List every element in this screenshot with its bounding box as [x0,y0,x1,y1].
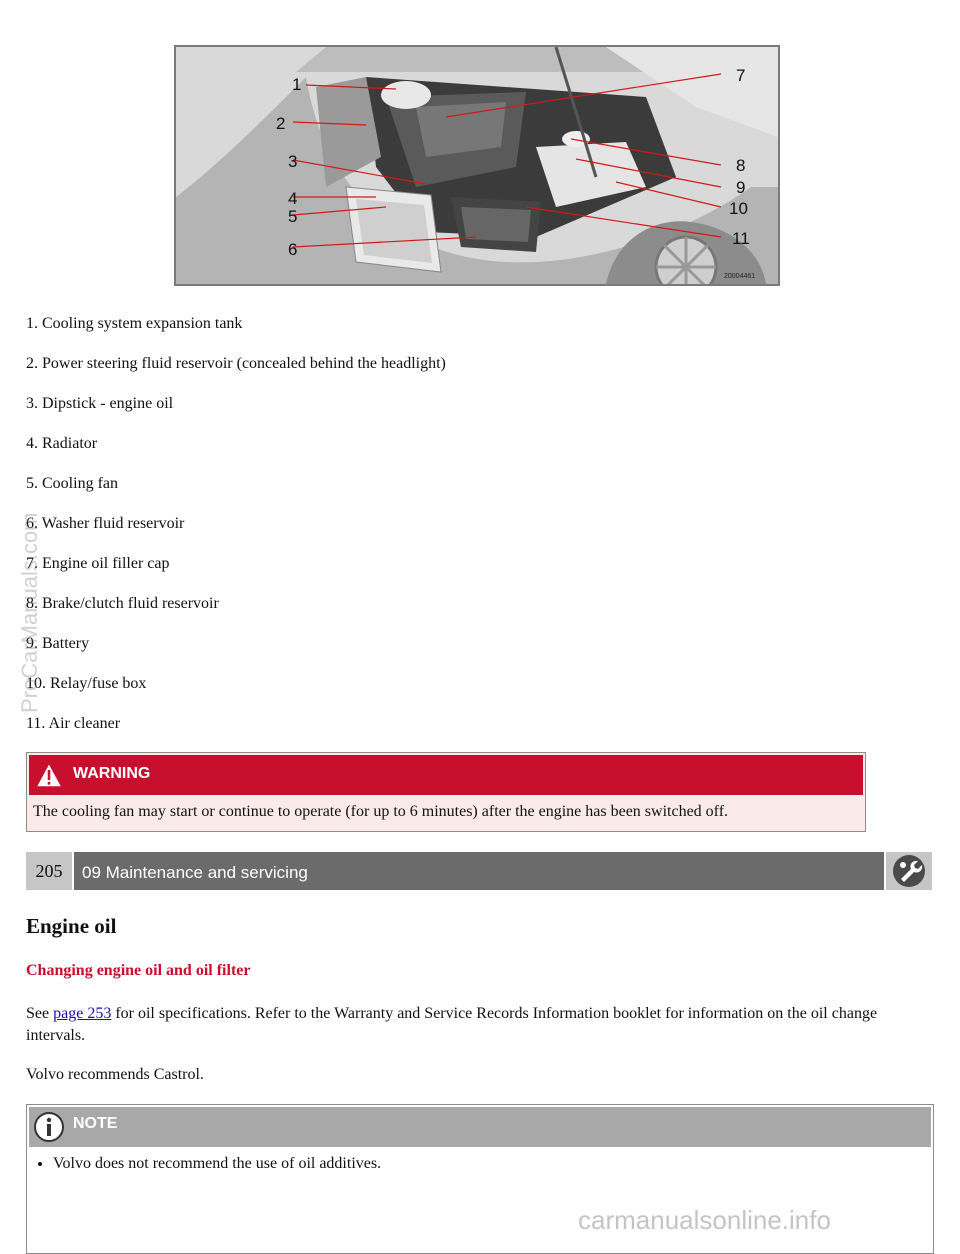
note-item: • Volvo does not recommend the use of oil additives. [53,1155,381,1173]
engine-illustration [176,47,778,284]
wrench-icon [891,853,927,889]
note-list [33,1155,381,1173]
legend-item: 9. Battery [26,635,90,652]
page-253-link[interactable]: page 253 [53,1005,112,1022]
callout-1: 1 [292,75,302,94]
warning-text: The cooling fan may start or continue to operate (for up to 6 minutes) after the engine has been switched off. [33,803,729,820]
callout-6: 6 [288,240,298,259]
legend-item: 8. Brake/clutch fluid reservoir [26,595,219,612]
callout-10: 10 [729,199,748,218]
callout-5: 5 [288,207,298,226]
warning-header [29,755,863,795]
warning-title: WARNING [73,765,151,782]
callout-3: 3 [288,152,298,171]
legend-item: 5. Cooling fan [26,475,118,492]
callout-4: 4 [288,189,298,208]
engine-compartment-figure [174,45,780,286]
warning-box [26,752,866,832]
chapter-icon-cell [886,852,932,890]
legend-item: 10. Relay/fuse box [26,675,147,692]
note-header [29,1107,931,1147]
paragraph-text: See [26,1005,54,1022]
callout-7: 7 [736,66,746,85]
oil-spec-paragraph [26,1003,936,1047]
legend-item: 4. Radiator [26,435,98,452]
legend-item: 3. Dipstick - engine oil [26,395,174,412]
info-icon [33,1111,65,1143]
chapter-bar [26,852,932,890]
callout-8: 8 [736,156,746,175]
page-number: 205 [26,852,72,890]
paragraph-text: for oil specifications. Refer to the Warranty and Service Records Information booklet for information on the oil change intervals. [26,1005,878,1044]
figure-code: 20004461 [724,273,756,280]
section-heading: Engine oil [26,914,117,938]
callout-2: 2 [276,114,286,133]
castrol-paragraph: Volvo recommends Castrol. [26,1066,204,1083]
chapter-title: 09 Maintenance and servicing [74,852,884,890]
watermark: ProCarManuals.com [17,512,42,713]
footer-watermark: carmanualsonline.info [578,1205,831,1235]
note-title: NOTE [73,1115,118,1132]
callout-9: 9 [736,178,746,197]
warning-triangle-icon [35,761,63,789]
legend-item: 7. Engine oil filler cap [26,555,170,572]
component-legend [26,314,446,754]
subsection-heading: Changing engine oil and oil filter [26,962,251,979]
legend-item: 1. Cooling system expansion tank [26,315,243,332]
legend-item: 2. Power steering fluid reservoir (concealed behind the headlight) [26,355,446,372]
legend-item: 6. Washer fluid reservoir [26,515,185,532]
callout-11: 11 [732,229,750,248]
legend-item: 11. Air cleaner [26,715,121,732]
